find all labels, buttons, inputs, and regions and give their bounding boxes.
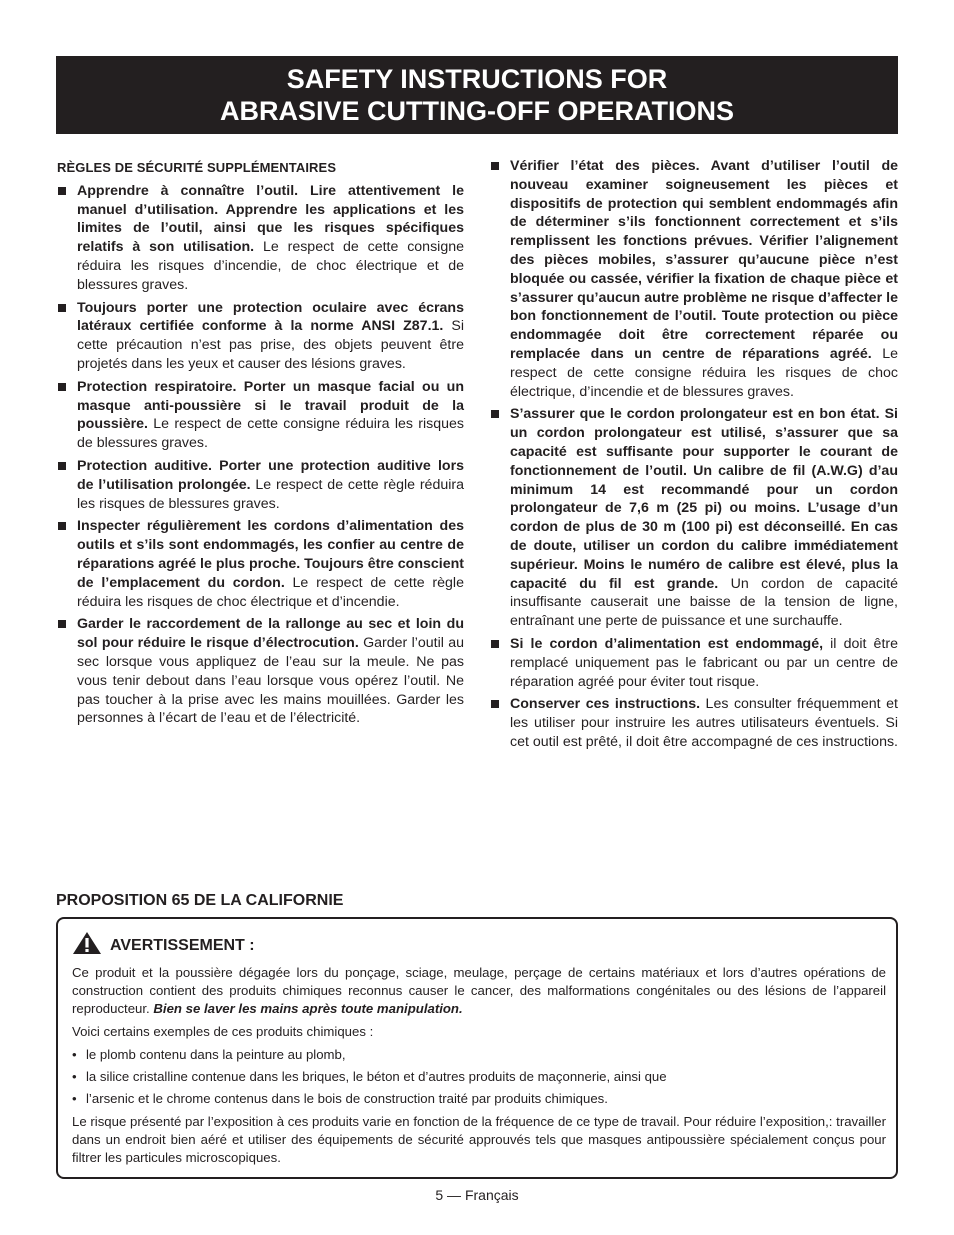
warning-title: AVERTISSEMENT : [110,936,255,954]
item-bold-text: Protection respiratoire. Porter un masque facial ou un masque anti-poussière si le travail produit de la poussière. [77,378,464,433]
item-bold-text: S’assurer que le cordon prolongateur est en bon état. Si un cordon prolongateur est utilisé, s’assurer que sa capacité est suffisante pour supporter le courant de fonctionnement de l’outil. Un calibre de fil (A.W.G) d’au minimum 14 est recommandé pour un cordon prolongateur de 7,6 m (25 pi) ou moins. L’usage d’un cordon de plus de 30 m (100 pi) est déconseillé. En cas de doute, utiliser un cordon du calibre immédiatement supérieur. Moins le numéro de calibre est élevé, plus la capacité du fil est grande. [510,406,898,592]
item-text: Le respect de cette consigne réduira les risques d’incendie, de choc électrique et de blessures graves. [77,239,464,293]
left-bullet-list [57,182,464,728]
list-item [490,405,898,631]
list-item: • l’arsenic et le chrome contenus dans le bois de construction traité par produits chimiques. [72,1090,886,1108]
item-bold-text: Si le cordon d’alimentation est endommagé, [510,635,824,652]
section-banner [56,56,898,134]
list-item [57,457,464,513]
right-bullet-list [490,157,898,752]
item-text: il doit être remplacé uniquement pas le fabricant ou par un centre de réparation agréé pour éviter tout risque. [510,635,898,690]
item-bold-text: Inspecter régulièrement les cordons d’alimentation des outils et s’ils sont endommagés, les confier au centre de réparations agréé le plus proche. Toujours être conscient de l’emplacement du cordon. [77,518,464,591]
page-footer: 5 — Français [435,1187,519,1203]
banner-title-line-1: SAFETY INSTRUCTIONS FOR [286,64,668,94]
examples-intro: Voici certains exemples de ces produits chimiques : [72,1024,374,1039]
item-bold-text: Toujours porter une protection oculaire avec écrans latéraux certifiée conforme à la norme ANSI Z87.1. [77,299,464,335]
item-text: Garder l’outil au sec lorsque vous appliquez de l’eau sur la meule. Ne pas vous tenir debout dans l’eau lorsque vous opérez l’outil. Ne pas toucher à la prise avec les mains mouillées. Garder les personnes à l’écart de l’eau et de l’électricité. [77,635,464,727]
list-item: • la silice cristalline contenue dans les briques, le béton et d’autres produits de maçonnerie, ainsi que [72,1068,886,1086]
rules-subheading: RÈGLES DE SÉCURITÉ SUPPLÉMENTAIRES [57,160,337,175]
item-bold-text: Protection auditive. Porter une protection auditive lors de l’utilisation prolongée. [77,457,464,493]
warning-paragraph-text: Ce produit et la poussière dégagée lors du ponçage, sciage, meulage, perçage de certains matériaux et lors d’autres opérations de construction contient des produits chimiques reconnus causer le cancer, des malformations congénitales ou des lésions de l’appareil reproducteur. [72,965,886,1016]
list-item [490,635,898,691]
warning-triangle-icon [72,931,102,960]
examples-list [72,1046,886,1108]
item-bold-text: Garder le raccordement de la rallonge au sec et loin du sol pour réduire le risque d’électrocution. [77,616,464,652]
item-text: Le respect de cette règle réduira les risques de choc électrique et d’incendie. [77,574,464,610]
warning-paragraph [72,964,886,1018]
list-item [57,378,464,453]
item-bold-text: Apprendre à connaître l’outil. Lire attentivement le manuel d’utilisation. Apprendre les applications et les limites de l’outil, ainsi que les risques spécifiques relatifs à son utilisation. [77,182,464,256]
item-text: Le respect de cette consigne réduira les risques de choc électrique, d’incendie et de blessures graves. [510,345,898,400]
proposition-heading: PROPOSITION 65 DE LA CALIFORNIE [56,892,344,909]
item-text: Le respect de cette consigne réduira les risques de blessures graves. [77,416,464,452]
item-text: Si cette précaution n’est pas prise, des objets peuvent être projetés dans les yeux et causer des lésions graves. [77,318,464,372]
list-item [57,299,464,374]
item-text: Le respect de cette règle réduira les risques de blessures graves. [77,476,464,512]
list-item [57,517,464,611]
banner-title-line-2: ABRASIVE CUTTING-OFF OPERATIONS [219,96,734,126]
item-text: Un cordon de capacité insuffisante causerait une baisse de la tension de ligne, entraînant une perte de puissance et une surchauffe. [510,575,898,630]
item-text: Les consulter fréquemment et les utiliser pour instruire les autres utilisateurs éventuels. Si cet outil est prêté, il doit être accompagné de ces instructions. [510,696,898,750]
list-item [57,182,464,295]
warning-body [72,964,886,1172]
list-item [490,695,898,751]
warning-box [56,917,898,1179]
warning-emphasis: Bien se laver les mains après toute manipulation. [153,1001,463,1016]
list-item [490,157,898,401]
list-item [57,615,464,728]
item-bold-text: Vérifier l’état des pièces. Avant d’utiliser l’outil de nouveau examiner soigneusement les pièces et dispositifs de protection qui semblent endommagés afin de déterminer s’ils fonctionnent correctement et s’ils remplissent les fonctions prévues. Vérifier l’alignement des pièces mobiles, s’assurer qu’aucune pièce n’est bloquée ou cassée, vérifier la fixation de chaque pièce et s’assurer qu’aucun autre problème ne risque d’affecter le bon fonctionnement de l’outil. Toute protection ou pièce endommagée doit être correctement réparée ou remplacée dans un centre de réparations agréé. [510,158,898,362]
right-column [490,157,898,756]
warning-header [72,931,255,960]
item-bold-text: Conserver ces instructions. [510,696,701,713]
list-item: • le plomb contenu dans la peinture au plomb, [72,1046,886,1064]
left-column [57,157,464,732]
risk-paragraph: Le risque présenté par l’exposition à ces produits varie en fonction de la fréquence de ce type de travail. Pour réduire l’exposition,: travailler dans un endroit bien aéré et utiliser des équipements de sécurité approuvés tels que masques antipoussière spécialement conçus pour filtrer les particules microscopiques. [72,1114,886,1165]
